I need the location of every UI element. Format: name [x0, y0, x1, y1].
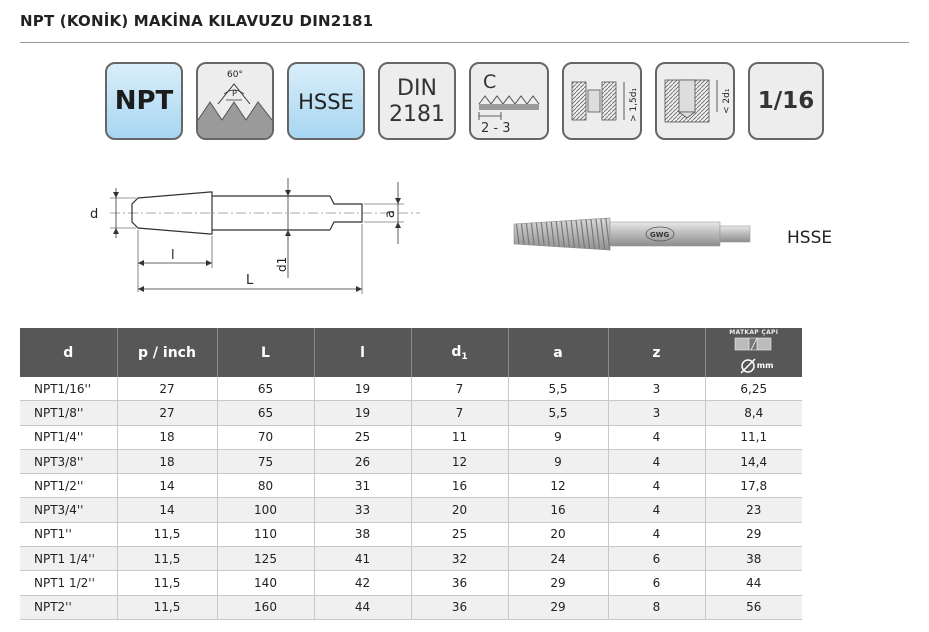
cell-pitch: 11,5: [117, 571, 217, 595]
dim-l-label: l: [171, 248, 175, 263]
chamfer-graphic: [471, 64, 547, 138]
cell-length: 75: [217, 449, 314, 473]
table-header-row: [20, 328, 802, 377]
cell-size: NPT1'': [20, 522, 117, 546]
drill-caption: MATKAP ÇAPI: [729, 329, 779, 336]
din-number-label: 2181: [389, 102, 445, 127]
cell-flutes: 6: [608, 571, 705, 595]
table-row: [20, 595, 802, 619]
cell-shank-diameter: 7: [411, 377, 508, 401]
cell-drill-diameter: 6,25: [705, 377, 802, 401]
cell-length: 100: [217, 498, 314, 522]
dim-a-label: a: [383, 210, 398, 218]
cell-thread-length: 33: [314, 498, 411, 522]
cell-pitch: 18: [117, 425, 217, 449]
through-hole-icon: [562, 62, 642, 140]
table-row: [20, 547, 802, 571]
table-row: [20, 571, 802, 595]
col-header-l: l: [314, 328, 411, 377]
cell-size: NPT1/2'': [20, 474, 117, 498]
cell-flutes: 4: [608, 425, 705, 449]
table-row: [20, 474, 802, 498]
cell-square: 29: [508, 571, 608, 595]
cell-thread-length: 42: [314, 571, 411, 595]
cell-pitch: 11,5: [117, 547, 217, 571]
chamfer-letter: C: [483, 71, 497, 93]
cell-square: 9: [508, 449, 608, 473]
cell-flutes: 3: [608, 377, 705, 401]
tap-product-photo: [510, 212, 760, 256]
cell-square: 5,5: [508, 377, 608, 401]
tap-dimension-drawing: [80, 168, 420, 308]
col-header-pitch: p / inch: [117, 328, 217, 377]
cell-drill-diameter: 14,4: [705, 449, 802, 473]
col-header-z: z: [608, 328, 705, 377]
cell-drill-diameter: 17,8: [705, 474, 802, 498]
blind-hole-icon: [655, 62, 735, 140]
cell-flutes: 3: [608, 401, 705, 425]
cell-size: NPT2'': [20, 595, 117, 619]
col-header-d1-main: d: [451, 343, 462, 360]
cell-drill-diameter: 29: [705, 522, 802, 546]
title-divider: [20, 42, 909, 43]
table-row: [20, 449, 802, 473]
cell-length: 125: [217, 547, 314, 571]
cell-length: 80: [217, 474, 314, 498]
table-row: [20, 498, 802, 522]
npt-label: NPT: [114, 86, 174, 116]
cell-pitch: 11,5: [117, 522, 217, 546]
page-title: NPT (KONİK) MAKİNA KILAVUZU DIN2181: [20, 12, 374, 30]
dim-d1-label: d1: [275, 256, 289, 272]
spec-table: [20, 328, 802, 620]
cell-drill-diameter: 56: [705, 595, 802, 619]
cell-shank-diameter: 20: [411, 498, 508, 522]
col-header-drill: [705, 328, 802, 377]
photo-material-label: HSSE: [787, 228, 833, 248]
cell-flutes: 4: [608, 449, 705, 473]
cell-flutes: 4: [608, 498, 705, 522]
hsse-material-badge: [287, 62, 365, 140]
cell-pitch: 27: [117, 377, 217, 401]
cell-pitch: 14: [117, 474, 217, 498]
cell-thread-length: 41: [314, 547, 411, 571]
cell-size: NPT1 1/4'': [20, 547, 117, 571]
cell-length: 70: [217, 425, 314, 449]
dim-d-label: d: [90, 207, 99, 222]
cell-square: 20: [508, 522, 608, 546]
drill-unit: mm: [756, 361, 774, 370]
pitch-label: P: [232, 89, 237, 98]
cell-length: 160: [217, 595, 314, 619]
cell-square: 9: [508, 425, 608, 449]
cell-drill-diameter: 23: [705, 498, 802, 522]
through-hole-graphic: [564, 64, 640, 138]
cell-thread-length: 19: [314, 377, 411, 401]
cell-shank-diameter: 32: [411, 547, 508, 571]
taper-ratio-label: 1/16: [757, 88, 815, 114]
cell-square: 29: [508, 595, 608, 619]
cell-drill-diameter: 38: [705, 547, 802, 571]
cell-flutes: 6: [608, 547, 705, 571]
cell-thread-length: 31: [314, 474, 411, 498]
cell-square: 12: [508, 474, 608, 498]
cell-shank-diameter: 16: [411, 474, 508, 498]
cell-pitch: 11,5: [117, 595, 217, 619]
cell-shank-diameter: 36: [411, 571, 508, 595]
cell-shank-diameter: 25: [411, 522, 508, 546]
brand-logo: GWG: [650, 231, 670, 239]
col-header-a: a: [508, 328, 608, 377]
cell-thread-length: 19: [314, 401, 411, 425]
drill-diameter-header: [719, 328, 789, 377]
cell-drill-diameter: 8,4: [705, 401, 802, 425]
cell-size: NPT3/4'': [20, 498, 117, 522]
cell-drill-diameter: 44: [705, 571, 802, 595]
cell-length: 140: [217, 571, 314, 595]
cell-size: NPT3/8'': [20, 449, 117, 473]
chamfer-form-icon: [469, 62, 549, 140]
chamfer-range: 2 - 3: [481, 121, 511, 136]
cell-length: 65: [217, 401, 314, 425]
cell-pitch: 18: [117, 449, 217, 473]
table-row: [20, 401, 802, 425]
cell-shank-diameter: 12: [411, 449, 508, 473]
cell-thread-length: 26: [314, 449, 411, 473]
dim-L-label: L: [246, 273, 254, 288]
col-header-d1-sub: 1: [461, 351, 468, 362]
hsse-label: HSSE: [298, 90, 354, 114]
cell-flutes: 8: [608, 595, 705, 619]
cell-drill-diameter: 11,1: [705, 425, 802, 449]
cell-flutes: 4: [608, 522, 705, 546]
cell-square: 16: [508, 498, 608, 522]
cell-size: NPT1/16'': [20, 377, 117, 401]
thread-profile-graphic: [198, 64, 272, 138]
cell-square: 24: [508, 547, 608, 571]
cell-size: NPT1/4'': [20, 425, 117, 449]
cell-pitch: 14: [117, 498, 217, 522]
blind-hole-graphic: [657, 64, 733, 138]
cell-size: NPT1/8'': [20, 401, 117, 425]
cell-length: 110: [217, 522, 314, 546]
thread-profile-icon: [196, 62, 274, 140]
table-row: [20, 377, 802, 401]
taper-ratio-badge: [748, 62, 824, 140]
cell-pitch: 27: [117, 401, 217, 425]
npt-thread-badge: [105, 62, 183, 140]
cell-shank-diameter: 7: [411, 401, 508, 425]
cell-thread-length: 25: [314, 425, 411, 449]
col-header-d1: [411, 328, 508, 377]
cell-flutes: 4: [608, 474, 705, 498]
col-header-d: d: [20, 328, 117, 377]
din-label: DIN: [397, 76, 437, 101]
table-row: [20, 522, 802, 546]
cell-thread-length: 38: [314, 522, 411, 546]
angle-label: 60°: [227, 70, 243, 80]
cell-length: 65: [217, 377, 314, 401]
cell-thread-length: 44: [314, 595, 411, 619]
blind-hole-label: < 2d₁: [722, 88, 732, 114]
spec-table-body: [20, 377, 802, 619]
din-standard-badge: [378, 62, 456, 140]
cell-shank-diameter: 36: [411, 595, 508, 619]
table-row: [20, 425, 802, 449]
col-header-L: L: [217, 328, 314, 377]
cell-shank-diameter: 11: [411, 425, 508, 449]
cell-square: 5,5: [508, 401, 608, 425]
through-hole-label: > 1,5d₁: [629, 87, 639, 122]
cell-size: NPT1 1/2'': [20, 571, 117, 595]
